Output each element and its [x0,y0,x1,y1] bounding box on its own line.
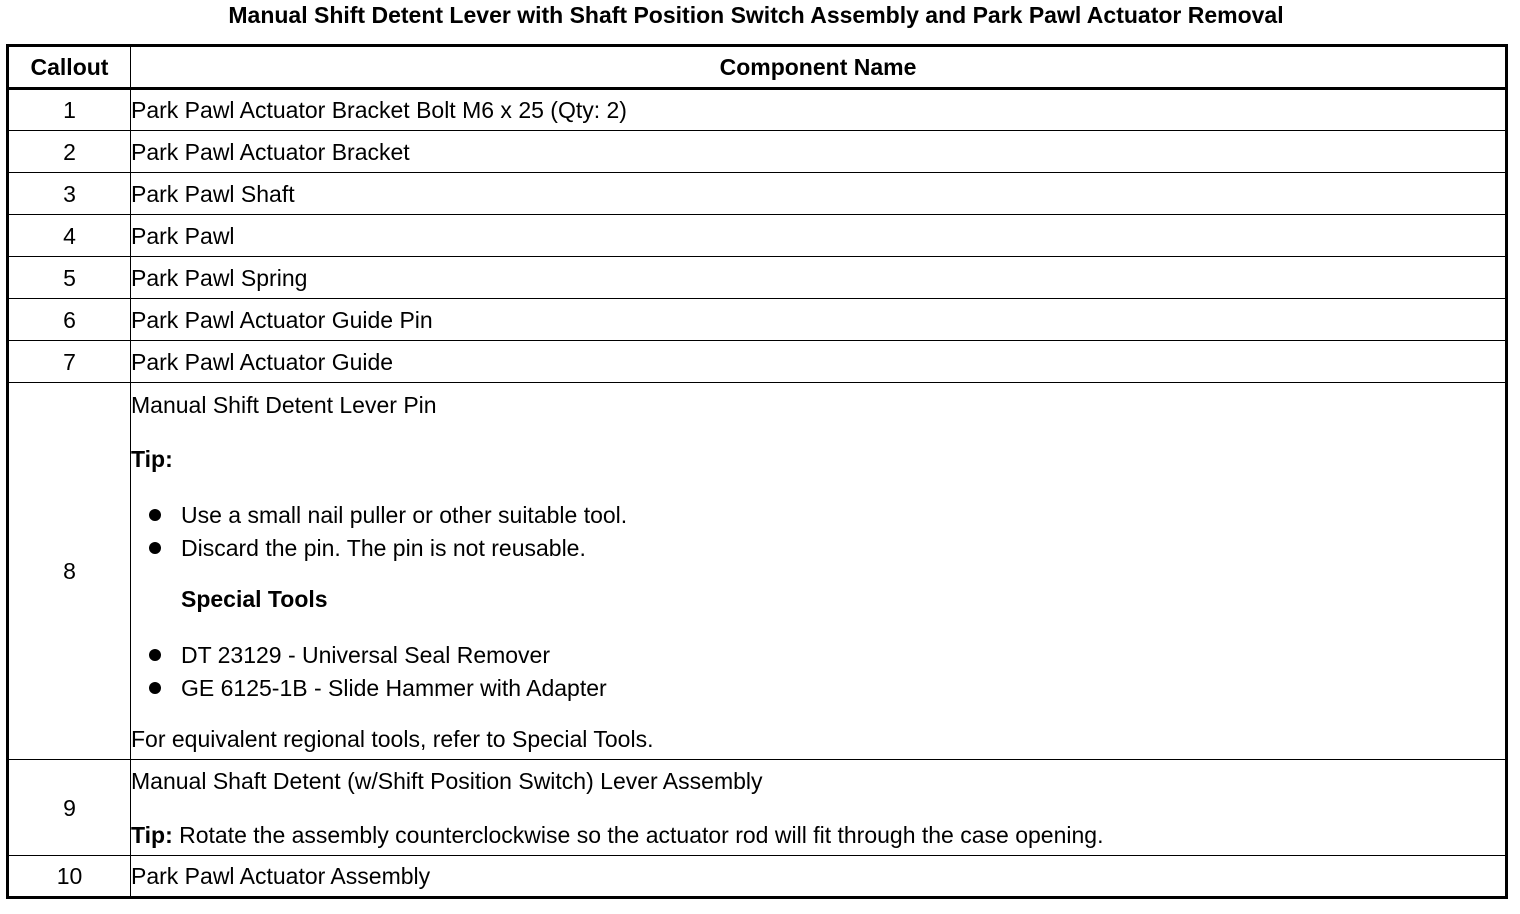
table-row [8,173,1507,215]
table-row [8,341,1507,383]
component-name-cell: Park Pawl Actuator Guide Pin [131,299,1507,341]
callout-cell: 9 [8,760,131,856]
components-table [6,44,1508,899]
callout-cell: 3 [8,173,131,215]
tip-label: Tip: [131,446,173,472]
table-row [8,215,1507,257]
regional-tools-note: For equivalent regional tools, refer to Special Tools. [131,726,654,752]
callout-cell: 7 [8,341,131,383]
table-row [8,299,1507,341]
component-name: Manual Shaft Detent (w/Shift Position Switch) Lever Assembly [131,768,763,794]
table-row [8,89,1507,131]
tip-list [131,499,1505,565]
list-item: DT 23129 - Universal Seal Remover [149,639,1505,672]
component-name-cell: Park Pawl Shaft [131,173,1507,215]
callout-cell: 2 [8,131,131,173]
table-row [8,131,1507,173]
component-name-cell: Park Pawl Spring [131,257,1507,299]
table-row [8,383,1507,760]
list-item: Use a small nail puller or other suitable tool. [149,499,1505,532]
component-name-cell [131,760,1507,856]
table-row [8,856,1507,898]
callout-cell: 6 [8,299,131,341]
page-title: Manual Shift Detent Lever with Shaft Position Switch Assembly and Park Pawl Actuator Removal [228,2,1284,28]
list-item: Discard the pin. The pin is not reusable. [149,532,1505,565]
bullet-icon [149,542,161,554]
component-name-cell: Park Pawl Actuator Assembly [131,856,1507,898]
component-name-cell: Park Pawl [131,215,1507,257]
tip-text: Tip: Rotate the assembly counterclockwise so the actuator rod will fit through the case opening. [131,822,1104,848]
header-callout: Callout [8,46,131,89]
callout-cell: 4 [8,215,131,257]
bullet-icon [149,682,161,694]
callout-cell: 5 [8,257,131,299]
special-tools-heading: Special Tools [181,586,328,612]
bullet-icon [149,649,161,661]
list-item: GE 6125-1B - Slide Hammer with Adapter [149,672,1505,705]
callout-cell: 8 [8,383,131,760]
table-row [8,257,1507,299]
callout-cell: 1 [8,89,131,131]
header-component-name: Component Name [131,46,1507,89]
bullet-icon [149,509,161,521]
component-name: Manual Shift Detent Lever Pin [131,392,437,418]
component-name-cell: Park Pawl Actuator Bracket [131,131,1507,173]
callout-cell: 10 [8,856,131,898]
table-row [8,760,1507,856]
component-name-cell [131,383,1507,760]
component-name-cell: Park Pawl Actuator Guide [131,341,1507,383]
component-name-cell: Park Pawl Actuator Bracket Bolt M6 x 25 (Qty: 2) [131,89,1507,131]
table-header-row [8,46,1507,89]
special-tools-list [131,639,1505,705]
